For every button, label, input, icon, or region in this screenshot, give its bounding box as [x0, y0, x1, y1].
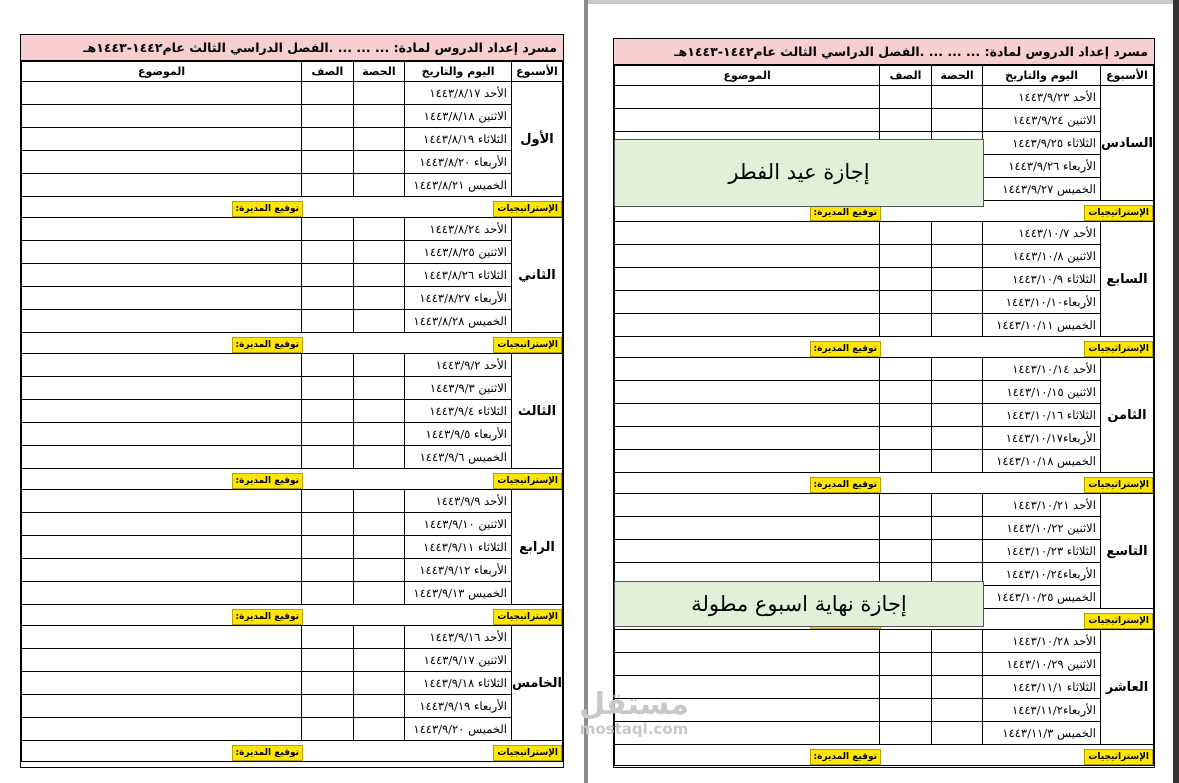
header-class: الصف	[302, 62, 354, 82]
class-cell[interactable]	[302, 128, 354, 151]
topic-cell[interactable]	[615, 427, 880, 450]
period-cell[interactable]	[353, 536, 405, 559]
period-cell[interactable]	[931, 381, 983, 404]
day-row	[22, 354, 563, 377]
class-cell[interactable]	[880, 314, 932, 337]
period-cell[interactable]	[353, 218, 405, 241]
day-date-cell: الأربعاء١٤٤٣/١٠/١٧	[983, 427, 1101, 450]
period-cell[interactable]	[931, 699, 983, 722]
topic-cell[interactable]	[22, 536, 302, 559]
class-cell[interactable]	[302, 400, 354, 423]
topic-cell[interactable]	[22, 672, 302, 695]
period-cell[interactable]	[353, 490, 405, 513]
period-cell[interactable]	[353, 718, 405, 741]
principal-signature-label: توقيع المديرة:	[232, 337, 303, 353]
day-row	[615, 427, 1154, 450]
class-cell[interactable]	[880, 268, 932, 291]
strategies-label: الإستراتيجيات	[493, 745, 562, 761]
topic-cell[interactable]	[22, 695, 302, 718]
topic-cell[interactable]	[22, 174, 302, 197]
day-row	[615, 404, 1154, 427]
day-date-cell: الأحد ١٤٤٣/٩/٢٣	[983, 86, 1101, 109]
day-date-cell: الثلاثاء ١٤٤٣/٨/١٩	[405, 128, 512, 151]
day-date-cell: الأربعاء١٤٤٣/١١/٢	[983, 699, 1101, 722]
day-date-cell: الأربعاء١٤٤٣/١٠/٢٤	[983, 563, 1101, 586]
sheet-title: مسرد إعداد الدروس لمادة: ... ... ... .الفصل الدراسي الثالث عام١٤٤٢-١٤٤٣هـ	[614, 39, 1154, 65]
topic-cell[interactable]	[615, 494, 880, 517]
week-name: الثالث	[511, 354, 562, 469]
week-name: التاسع	[1100, 494, 1153, 609]
topic-cell[interactable]	[615, 245, 880, 268]
sheet-title: مسرد إعداد الدروس لمادة: ... ... ... .الفصل الدراسي الثالث عام١٤٤٢-١٤٤٣هـ	[21, 35, 563, 61]
left-page	[0, 0, 584, 783]
day-row	[615, 86, 1154, 109]
class-cell[interactable]	[880, 494, 932, 517]
day-date-cell: الاثنين ١٤٤٣/٨/١٨	[405, 105, 512, 128]
strategies-cell[interactable]	[22, 605, 563, 626]
lesson-plan-sheet-right	[579, 38, 1155, 768]
period-cell[interactable]	[353, 354, 405, 377]
period-cell[interactable]	[353, 241, 405, 264]
topic-cell[interactable]	[22, 241, 302, 264]
day-date-cell: الثلاثاء ١٤٤٣/٩/٢٥	[983, 132, 1101, 155]
period-cell[interactable]	[353, 513, 405, 536]
period-cell[interactable]	[931, 494, 983, 517]
class-cell[interactable]	[302, 241, 354, 264]
strategies-cell[interactable]	[615, 473, 1154, 494]
day-row	[22, 400, 563, 423]
period-cell[interactable]	[931, 291, 983, 314]
day-row	[22, 310, 563, 333]
strategies-row	[22, 197, 563, 218]
day-row	[615, 222, 1154, 245]
topic-cell[interactable]	[22, 128, 302, 151]
header-class: الصف	[880, 66, 932, 86]
week-name: الثاني	[511, 218, 562, 333]
topic-cell[interactable]	[615, 381, 880, 404]
header-period: الحصة	[931, 66, 983, 86]
period-cell[interactable]	[931, 517, 983, 540]
day-row	[615, 699, 1154, 722]
period-cell[interactable]	[931, 245, 983, 268]
strategies-label: الإستراتيجيات	[1084, 205, 1153, 221]
day-date-cell: الخميس ١٤٤٣/١٠/٢٥	[983, 586, 1101, 609]
period-cell[interactable]	[931, 109, 983, 132]
day-date-cell: الاثنين ١٤٤٣/١٠/٨	[983, 245, 1101, 268]
class-cell[interactable]	[302, 423, 354, 446]
day-date-cell: الثلاثاء ١٤٤٣/٩/٤	[405, 400, 512, 423]
day-row	[22, 218, 563, 241]
principal-signature-label: توقيع المديرة:	[232, 609, 303, 625]
period-cell[interactable]	[931, 314, 983, 337]
day-row	[615, 722, 1154, 745]
day-date-cell: الخميس ١٤٤٣/٩/٦	[405, 446, 512, 469]
week-name: السابع	[1100, 222, 1153, 337]
topic-cell[interactable]	[615, 291, 880, 314]
day-row	[615, 109, 1154, 132]
day-date-cell: الخميس ١٤٤٣/١١/٣	[983, 722, 1101, 745]
period-cell[interactable]	[931, 722, 983, 745]
class-cell[interactable]	[880, 630, 932, 653]
strategies-row	[22, 605, 563, 626]
topic-cell[interactable]	[22, 377, 302, 400]
watermark-arabic: مستقل	[579, 687, 689, 722]
strategies-row	[22, 469, 563, 490]
class-cell[interactable]	[880, 381, 932, 404]
class-cell[interactable]	[302, 718, 354, 741]
day-row	[22, 128, 563, 151]
topic-cell[interactable]	[615, 314, 880, 337]
day-row	[615, 450, 1154, 473]
principal-signature-label: توقيع المديرة:	[232, 473, 303, 489]
period-cell[interactable]	[931, 222, 983, 245]
day-row	[22, 151, 563, 174]
class-cell[interactable]	[302, 649, 354, 672]
period-cell[interactable]	[931, 358, 983, 381]
topic-cell[interactable]	[22, 264, 302, 287]
strategies-row	[615, 337, 1154, 358]
period-cell[interactable]	[353, 649, 405, 672]
period-cell[interactable]	[931, 540, 983, 563]
topic-cell[interactable]	[615, 86, 880, 109]
period-cell[interactable]	[353, 423, 405, 446]
long-weekend-holiday-box: إجازة نهاية اسبوع مطولة	[614, 581, 984, 627]
period-cell[interactable]	[931, 427, 983, 450]
class-cell[interactable]	[302, 582, 354, 605]
class-cell[interactable]	[880, 245, 932, 268]
topic-cell[interactable]	[22, 446, 302, 469]
class-cell[interactable]	[880, 517, 932, 540]
day-date-cell: الاثنين ١٤٤٣/٩/١٧	[405, 649, 512, 672]
class-cell[interactable]	[880, 404, 932, 427]
class-cell[interactable]	[302, 626, 354, 649]
strategies-row	[615, 473, 1154, 494]
day-row	[615, 381, 1154, 404]
day-date-cell: الاثنين ١٤٤٣/٩/٢٤	[983, 109, 1101, 132]
period-cell[interactable]	[353, 82, 405, 105]
day-date-cell: الخميس ١٤٤٣/٩/٢٧	[983, 178, 1101, 201]
period-cell[interactable]	[353, 626, 405, 649]
day-date-cell: الخميس ١٤٤٣/١٠/١١	[983, 314, 1101, 337]
week-name: الخامس	[511, 626, 562, 741]
day-date-cell: الأربعاء ١٤٤٣/٩/٥	[405, 423, 512, 446]
day-row	[22, 672, 563, 695]
class-cell[interactable]	[302, 490, 354, 513]
topic-cell[interactable]	[615, 222, 880, 245]
day-row	[615, 291, 1154, 314]
eid-holiday-box: إجازة عيد الفطر	[614, 139, 984, 207]
topic-cell[interactable]	[22, 649, 302, 672]
day-row	[615, 630, 1154, 653]
class-cell[interactable]	[880, 427, 932, 450]
strategies-label: الإستراتيجيات	[493, 473, 562, 489]
week-name: الثامن	[1100, 358, 1153, 473]
class-cell[interactable]	[302, 310, 354, 333]
period-cell[interactable]	[353, 128, 405, 151]
topic-cell[interactable]	[615, 630, 880, 653]
header-day-date: اليوم والتاريخ	[983, 66, 1101, 86]
topic-cell[interactable]	[615, 358, 880, 381]
strategies-row	[22, 333, 563, 354]
day-date-cell: الثلاثاء ١٤٤٣/١٠/٩	[983, 268, 1101, 291]
class-cell[interactable]	[302, 446, 354, 469]
class-cell[interactable]	[302, 287, 354, 310]
day-row	[22, 446, 563, 469]
class-cell[interactable]	[880, 722, 932, 745]
right-page	[579, 0, 1179, 783]
day-row	[615, 245, 1154, 268]
header-row	[22, 62, 563, 82]
period-cell[interactable]	[353, 287, 405, 310]
topic-cell[interactable]	[22, 626, 302, 649]
period-cell[interactable]	[353, 151, 405, 174]
topic-cell[interactable]	[22, 287, 302, 310]
period-cell[interactable]	[353, 672, 405, 695]
strategies-cell[interactable]	[22, 197, 563, 218]
class-cell[interactable]	[302, 264, 354, 287]
topic-cell[interactable]	[22, 105, 302, 128]
topic-cell[interactable]	[615, 268, 880, 291]
class-cell[interactable]	[302, 695, 354, 718]
class-cell[interactable]	[880, 653, 932, 676]
strategies-row	[615, 745, 1154, 766]
principal-signature-label: توقيع المديرة:	[232, 201, 303, 217]
strategies-cell[interactable]	[22, 333, 563, 354]
day-date-cell: الثلاثاء ١٤٤٣/١٠/٢٣	[983, 540, 1101, 563]
topic-cell[interactable]	[615, 517, 880, 540]
header-day-date: اليوم والتاريخ	[405, 62, 512, 82]
strategies-row	[22, 741, 563, 762]
day-date-cell: الخميس ١٤٤٣/٨/٢١	[405, 174, 512, 197]
day-date-cell: الأربعاء ١٤٤٣/٩/١٢	[405, 559, 512, 582]
principal-signature-label: توقيع المديرة:	[810, 205, 881, 221]
day-date-cell: الخميس ١٤٤٣/٨/٢٨	[405, 310, 512, 333]
class-cell[interactable]	[302, 151, 354, 174]
topic-cell[interactable]	[22, 490, 302, 513]
topic-cell[interactable]	[22, 310, 302, 333]
header-period: الحصة	[353, 62, 405, 82]
day-date-cell: الاثنين ١٤٤٣/١٠/٢٩	[983, 653, 1101, 676]
period-cell[interactable]	[353, 582, 405, 605]
day-row	[615, 358, 1154, 381]
topic-cell[interactable]	[22, 559, 302, 582]
day-row	[22, 82, 563, 105]
period-cell[interactable]	[931, 450, 983, 473]
strategies-label: الإستراتيجيات	[493, 337, 562, 353]
day-row	[22, 287, 563, 310]
period-cell[interactable]	[353, 310, 405, 333]
class-cell[interactable]	[302, 218, 354, 241]
topic-cell[interactable]	[615, 109, 880, 132]
day-row	[22, 377, 563, 400]
day-date-cell: الأربعاء١٤٤٣/١٠/١٠	[983, 291, 1101, 314]
day-row	[22, 105, 563, 128]
day-date-cell: الأحد ١٤٤٣/٨/١٧	[405, 82, 512, 105]
class-cell[interactable]	[880, 699, 932, 722]
day-date-cell: الاثنين ١٤٤٣/٩/٣	[405, 377, 512, 400]
strategies-cell[interactable]	[615, 337, 1154, 358]
watermark-latin: mostaql.com	[579, 720, 689, 738]
period-cell[interactable]	[353, 695, 405, 718]
schedule-table-left	[21, 61, 563, 762]
principal-signature-label: توقيع المديرة:	[810, 477, 881, 493]
period-cell[interactable]	[353, 377, 405, 400]
day-row	[615, 314, 1154, 337]
topic-cell[interactable]	[22, 423, 302, 446]
strategies-label: الإستراتيجيات	[1084, 477, 1153, 493]
day-row	[615, 676, 1154, 699]
day-date-cell: الأحد ١٤٤٣/٩/٩	[405, 490, 512, 513]
day-date-cell: الأربعاء ١٤٤٣/٩/١٩	[405, 695, 512, 718]
header-week: الأسبوع	[1100, 66, 1153, 86]
header-topic: الموضوع	[615, 66, 880, 86]
day-date-cell: الخميس ١٤٤٣/٩/١٣	[405, 582, 512, 605]
strategies-label: الإستراتيجيات	[1084, 749, 1153, 765]
week-name: السادس	[1100, 86, 1153, 201]
period-cell[interactable]	[353, 105, 405, 128]
topic-cell[interactable]	[22, 151, 302, 174]
day-row	[22, 513, 563, 536]
week-name: العاشر	[1100, 630, 1153, 745]
day-row	[22, 490, 563, 513]
topic-cell[interactable]	[22, 513, 302, 536]
day-date-cell: الأحد ١٤٤٣/١٠/١٤	[983, 358, 1101, 381]
period-cell[interactable]	[931, 630, 983, 653]
class-cell[interactable]	[880, 222, 932, 245]
day-row	[22, 423, 563, 446]
strategies-label: الإستراتيجيات	[493, 609, 562, 625]
principal-signature-label: توقيع المديرة:	[810, 749, 881, 765]
principal-signature-label: توقيع المديرة:	[232, 745, 303, 761]
day-date-cell: الأحد ١٤٤٣/٩/٢	[405, 354, 512, 377]
topic-cell[interactable]	[22, 354, 302, 377]
topic-cell[interactable]	[22, 82, 302, 105]
day-date-cell: الأحد ١٤٤٣/٨/٢٤	[405, 218, 512, 241]
class-cell[interactable]	[302, 82, 354, 105]
day-row	[22, 559, 563, 582]
watermark	[574, 689, 694, 737]
strategies-cell[interactable]	[22, 469, 563, 490]
strategies-cell[interactable]	[22, 741, 563, 762]
day-row	[22, 649, 563, 672]
class-cell[interactable]	[302, 174, 354, 197]
day-date-cell: الأربعاء ١٤٤٣/٨/٢٧	[405, 287, 512, 310]
period-cell[interactable]	[931, 676, 983, 699]
class-cell[interactable]	[880, 291, 932, 314]
header-topic: الموضوع	[22, 62, 302, 82]
day-date-cell: الأحد ١٤٤٣/١٠/٧	[983, 222, 1101, 245]
strategies-cell[interactable]	[615, 745, 1154, 766]
strategies-label: الإستراتيجيات	[1084, 613, 1153, 629]
lesson-plan-sheet-left	[20, 34, 564, 768]
topic-cell[interactable]	[615, 653, 880, 676]
day-row	[22, 174, 563, 197]
principal-signature-label: توقيع المديرة:	[810, 341, 881, 357]
day-date-cell: الأربعاء ١٤٤٣/٨/٢٠	[405, 151, 512, 174]
class-cell[interactable]	[302, 354, 354, 377]
day-row	[22, 536, 563, 559]
period-cell[interactable]	[353, 559, 405, 582]
topic-cell[interactable]	[22, 400, 302, 423]
header-week: الأسبوع	[511, 62, 562, 82]
day-date-cell: الاثنين ١٤٤٣/٩/١٠	[405, 513, 512, 536]
topic-cell[interactable]	[22, 718, 302, 741]
day-row	[615, 653, 1154, 676]
class-cell[interactable]	[880, 540, 932, 563]
day-date-cell: الثلاثاء ١٤٤٣/٩/١١	[405, 536, 512, 559]
day-row	[615, 540, 1154, 563]
day-date-cell: الأحد ١٤٤٣/١٠/٢١	[983, 494, 1101, 517]
day-row	[615, 494, 1154, 517]
period-cell[interactable]	[931, 268, 983, 291]
page-top-edge	[588, 0, 1173, 4]
strategies-label: الإستراتيجيات	[493, 201, 562, 217]
day-date-cell: الاثنين ١٤٤٣/١٠/٢٢	[983, 517, 1101, 540]
topic-cell[interactable]	[615, 404, 880, 427]
class-cell[interactable]	[880, 676, 932, 699]
class-cell[interactable]	[302, 536, 354, 559]
period-cell[interactable]	[353, 264, 405, 287]
week-name: الرابع	[511, 490, 562, 605]
day-row	[615, 268, 1154, 291]
topic-cell[interactable]	[22, 582, 302, 605]
class-cell[interactable]	[302, 513, 354, 536]
class-cell[interactable]	[302, 377, 354, 400]
day-row	[22, 241, 563, 264]
day-date-cell: الثلاثاء ١٤٤٣/١٠/١٦	[983, 404, 1101, 427]
day-date-cell: الاثنين ١٤٤٣/١٠/١٥	[983, 381, 1101, 404]
day-date-cell: الخميس ١٤٤٣/١٠/١٨	[983, 450, 1101, 473]
class-cell[interactable]	[880, 109, 932, 132]
period-cell[interactable]	[353, 446, 405, 469]
class-cell[interactable]	[302, 559, 354, 582]
topic-cell[interactable]	[22, 218, 302, 241]
day-row	[22, 626, 563, 649]
header-row	[615, 66, 1154, 86]
day-row	[22, 718, 563, 741]
page-right-edge	[1173, 0, 1179, 783]
period-cell[interactable]	[353, 400, 405, 423]
period-cell[interactable]	[353, 174, 405, 197]
class-cell[interactable]	[302, 105, 354, 128]
class-cell[interactable]	[880, 358, 932, 381]
day-row	[615, 517, 1154, 540]
day-date-cell: الثلاثاء ١٤٤٣/١١/١	[983, 676, 1101, 699]
day-date-cell: الأحد ١٤٤٣/١٠/٢٨	[983, 630, 1101, 653]
period-cell[interactable]	[931, 404, 983, 427]
period-cell[interactable]	[931, 653, 983, 676]
class-cell[interactable]	[302, 672, 354, 695]
day-date-cell: الاثنين ١٤٤٣/٨/٢٥	[405, 241, 512, 264]
day-row	[22, 264, 563, 287]
day-row	[22, 582, 563, 605]
topic-cell[interactable]	[615, 540, 880, 563]
day-date-cell: الخميس ١٤٤٣/٩/٢٠	[405, 718, 512, 741]
day-date-cell: الثلاثاء ١٤٤٣/٨/٢٦	[405, 264, 512, 287]
day-date-cell: الأربعاء ١٤٤٣/٩/٢٦	[983, 155, 1101, 178]
topic-cell[interactable]	[615, 450, 880, 473]
day-date-cell: الثلاثاء ١٤٤٣/٩/١٨	[405, 672, 512, 695]
week-name: الأول	[511, 82, 562, 197]
period-cell[interactable]	[931, 86, 983, 109]
class-cell[interactable]	[880, 86, 932, 109]
day-row	[22, 695, 563, 718]
day-date-cell: الأحد ١٤٤٣/٩/١٦	[405, 626, 512, 649]
class-cell[interactable]	[880, 450, 932, 473]
strategies-label: الإستراتيجيات	[1084, 341, 1153, 357]
